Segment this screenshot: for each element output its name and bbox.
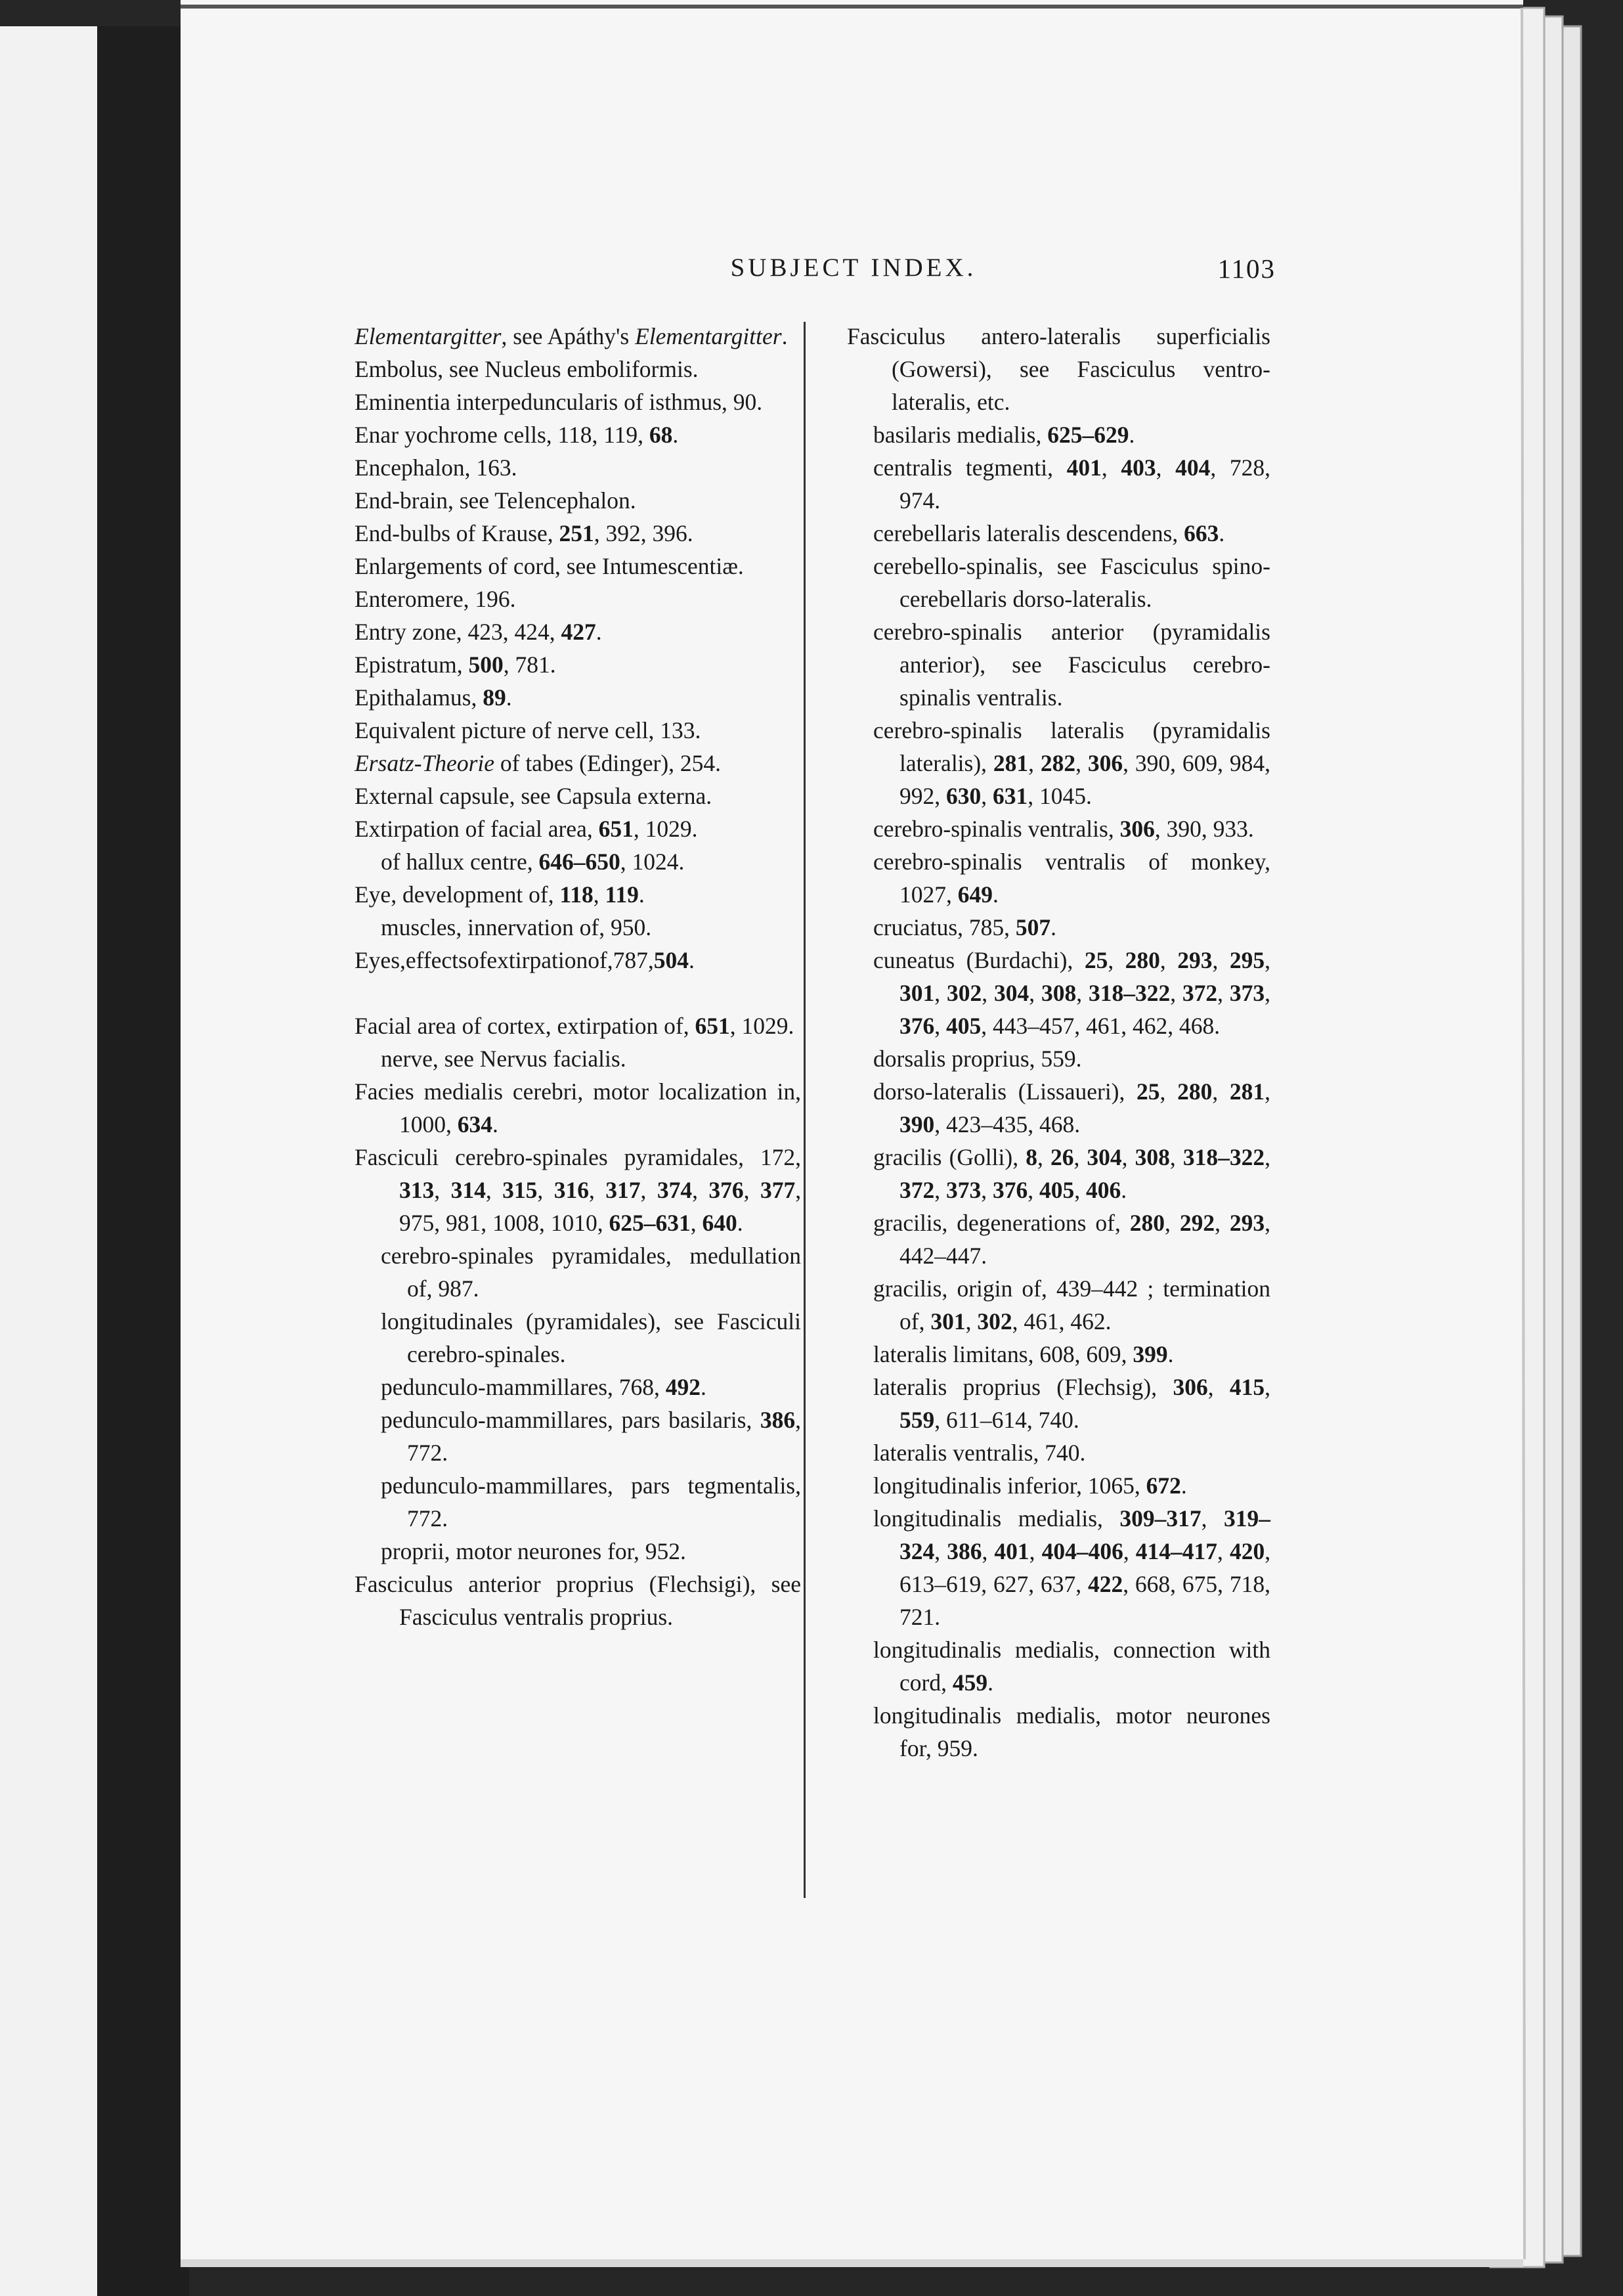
index-subentry bbox=[847, 845, 1270, 911]
entry-text: , see Apáthy's bbox=[501, 323, 636, 349]
entry-text: , bbox=[1029, 980, 1041, 1006]
page-number: 1103 bbox=[1217, 254, 1276, 284]
page-ref-bold: 119 bbox=[605, 881, 639, 908]
page-ref-bold: 403 bbox=[1121, 454, 1156, 481]
index-subentry bbox=[355, 1371, 801, 1403]
entry-text: . bbox=[492, 1111, 498, 1137]
page-ref-bold: 373 bbox=[1229, 980, 1265, 1006]
entry-text: longitudinalis medialis, connection with cord, bbox=[873, 1637, 1270, 1696]
italic-term: Ersatz-Theorie bbox=[355, 750, 494, 776]
page-ref-bold: 630 bbox=[946, 783, 982, 809]
entry-text: , 668, 675, 718, 721. bbox=[899, 1571, 1271, 1630]
page-ref-bold: 401 bbox=[1066, 454, 1102, 481]
entry-text: lateralis limitans, 608, 609, bbox=[873, 1341, 1133, 1367]
entry-text: Eye, development of, bbox=[355, 881, 560, 908]
index-subentry bbox=[847, 1272, 1270, 1338]
entry-text: Eyes,effectsofextirpationof,787, bbox=[355, 947, 654, 973]
entry-text: , bbox=[1108, 947, 1125, 973]
page-ref-bold: 302 bbox=[977, 1308, 1012, 1335]
entry-text: , bbox=[1165, 1210, 1180, 1236]
entry-text: Encephalon, 163. bbox=[355, 454, 517, 481]
page-ref-bold: 306 bbox=[1173, 1374, 1208, 1400]
entry-text: Extirpation of facial area, bbox=[355, 816, 599, 842]
entry-text: cuneatus (Burdachi), bbox=[873, 947, 1085, 973]
index-subentry bbox=[355, 1469, 801, 1535]
entry-text: , 728, 974. bbox=[899, 454, 1271, 514]
italic-term: Elementargitter bbox=[355, 323, 502, 349]
entry-text: External capsule, see Capsula externa. bbox=[355, 783, 712, 809]
entry-text: , bbox=[1265, 947, 1271, 973]
page-ref-bold: 25 bbox=[1136, 1078, 1160, 1105]
page-ref-bold: 304 bbox=[1087, 1144, 1122, 1170]
index-subentry bbox=[847, 451, 1270, 517]
index-entry bbox=[355, 550, 801, 583]
index-entry bbox=[355, 944, 801, 977]
entry-text: , 781. bbox=[503, 651, 556, 678]
page-ref-bold: 374 bbox=[657, 1177, 693, 1203]
entry-text: , bbox=[1156, 454, 1176, 481]
page-ref-bold: 405 bbox=[1039, 1177, 1075, 1203]
entry-text: cerebro-spinalis ventralis, bbox=[873, 816, 1120, 842]
entry-text: , bbox=[1073, 1144, 1087, 1170]
page-ref-bold: 313 bbox=[399, 1177, 435, 1203]
index-subentry bbox=[847, 1338, 1270, 1371]
page-ref-bold: 68 bbox=[649, 422, 673, 448]
entry-text: , bbox=[1217, 1538, 1230, 1564]
page-ref-bold: 406 bbox=[1086, 1177, 1121, 1203]
index-entry bbox=[355, 451, 801, 484]
page-ref-bold: 420 bbox=[1229, 1538, 1265, 1564]
page-ref-bold: 295 bbox=[1229, 947, 1265, 973]
entry-text: , bbox=[934, 1013, 946, 1039]
entry-text: Enteromere, 196. bbox=[355, 586, 516, 612]
entry-text: , bbox=[1215, 1210, 1230, 1236]
entry-text: . bbox=[638, 881, 645, 908]
page-ref-bold: 414–417 bbox=[1135, 1538, 1217, 1564]
entry-text: . bbox=[672, 422, 679, 448]
page-ref-bold: 373 bbox=[946, 1177, 982, 1203]
entry-text: pedunculo-mammillares, 768, bbox=[381, 1374, 666, 1400]
entry-text: , 461, 462. bbox=[1012, 1308, 1112, 1335]
entry-text: , 1024. bbox=[620, 849, 685, 875]
entry-text: , 442–447. bbox=[899, 1210, 1271, 1269]
entry-text: , bbox=[1121, 1144, 1135, 1170]
index-entry bbox=[355, 517, 801, 550]
entry-text: , bbox=[692, 1177, 709, 1203]
page-ref-bold: 302 bbox=[946, 980, 982, 1006]
entry-text: dorso-lateralis (Lissaueri), bbox=[873, 1078, 1137, 1105]
index-subentry bbox=[847, 1206, 1270, 1272]
index-entry bbox=[355, 418, 801, 451]
entry-text: , bbox=[485, 1177, 503, 1203]
page-ref-bold: 422 bbox=[1087, 1571, 1123, 1597]
page-ref-bold: 376 bbox=[993, 1177, 1028, 1203]
page-ref-bold: 304 bbox=[993, 980, 1029, 1006]
entry-text: , 772. bbox=[407, 1407, 801, 1466]
page-ref-bold: 507 bbox=[1015, 914, 1051, 940]
entry-text: End-brain, see Telencephalon. bbox=[355, 487, 636, 514]
index-subentry bbox=[847, 1633, 1270, 1699]
page-ref-bold: 459 bbox=[952, 1669, 988, 1696]
entry-text: . bbox=[1050, 914, 1057, 940]
index-entry bbox=[355, 1009, 801, 1042]
page-ref-bold: 318–322 bbox=[1088, 980, 1171, 1006]
running-head: SUBJECT INDEX. bbox=[730, 254, 977, 282]
entry-text: muscles, innervation of, 950. bbox=[381, 914, 652, 940]
entry-text: of hallux centre, bbox=[381, 849, 539, 875]
entry-text: . bbox=[737, 1210, 743, 1236]
page-ref-bold: 401 bbox=[994, 1538, 1029, 1564]
entry-text: cerebro-spinalis anterior (pyramidalis anterior), see Fasciculus cerebro-spinalis ventralis. bbox=[873, 619, 1270, 711]
page-ref-bold: 640 bbox=[702, 1210, 737, 1236]
entry-text: Fasciculus antero-lateralis superficialis (Gowersi), see Fasciculus ventro-lateralis, etc. bbox=[847, 323, 1270, 415]
page-ref-bold: 492 bbox=[665, 1374, 701, 1400]
index-subentry bbox=[847, 615, 1270, 714]
entry-text: , bbox=[981, 783, 993, 809]
entry-text: , bbox=[1074, 1177, 1086, 1203]
page-ref-bold: 427 bbox=[561, 619, 596, 645]
page-ref-bold: 649 bbox=[957, 881, 993, 908]
entry-text: lateralis proprius (Flechsig), bbox=[873, 1374, 1173, 1400]
entry-text: , bbox=[1212, 1078, 1230, 1105]
entry-text: , bbox=[1028, 750, 1041, 776]
entry-text: gracilis, degenerations of, bbox=[873, 1210, 1130, 1236]
page-ref-bold: 293 bbox=[1229, 1210, 1265, 1236]
entry-text: , 1029. bbox=[729, 1013, 794, 1039]
column-divider bbox=[804, 322, 806, 1898]
entry-text: , bbox=[1212, 947, 1230, 973]
page-ref-bold: 118 bbox=[559, 881, 594, 908]
page-ref-bold: 318–322 bbox=[1182, 1144, 1265, 1170]
entry-text: , 611–614, 740. bbox=[934, 1407, 1079, 1433]
index-entry bbox=[355, 1075, 801, 1141]
page-ref-bold: 672 bbox=[1146, 1472, 1181, 1499]
entry-text: . bbox=[1121, 1177, 1127, 1203]
index-subentry bbox=[847, 812, 1270, 845]
entry-text: Entry zone, 423, 424, bbox=[355, 619, 561, 645]
entry-text: gracilis, origin of, 439–442 ; termination of, bbox=[873, 1275, 1270, 1335]
entry-text: cerebellaris lateralis descendens, bbox=[873, 520, 1184, 546]
index-subentry bbox=[355, 911, 801, 944]
index-subentry bbox=[847, 911, 1270, 944]
entry-text: , bbox=[434, 1177, 451, 1203]
entry-text: . bbox=[701, 1374, 706, 1400]
entry-text: longitudinales (pyramidales), see Fasciculi cerebro-spinales. bbox=[381, 1308, 801, 1367]
entry-text: , bbox=[743, 1177, 760, 1203]
page-ref-bold: 280 bbox=[1125, 947, 1160, 973]
page-ref-bold: 386 bbox=[760, 1407, 796, 1433]
entry-text: dorsalis proprius, 559. bbox=[873, 1046, 1082, 1072]
entry-text: , 1045. bbox=[1028, 783, 1092, 809]
entry-text: longitudinalis inferior, 1065, bbox=[873, 1472, 1146, 1499]
entry-text: , bbox=[1076, 980, 1089, 1006]
entry-text: , bbox=[1170, 980, 1182, 1006]
page-ref-bold: 308 bbox=[1041, 980, 1077, 1006]
index-subentry bbox=[847, 1371, 1270, 1436]
entry-text: , bbox=[934, 1177, 946, 1203]
page-ref-bold: 625–631 bbox=[609, 1210, 691, 1236]
page-ref-bold: 651 bbox=[598, 816, 634, 842]
index-entry bbox=[355, 1568, 801, 1633]
index-entry bbox=[355, 615, 801, 648]
entry-text: , 392, 396. bbox=[594, 520, 693, 546]
entry-text: , 390, 609, 984, 992, bbox=[899, 750, 1271, 809]
page-ref-bold: 559 bbox=[899, 1407, 935, 1433]
entry-text: , bbox=[982, 980, 994, 1006]
page-ref-bold: 314 bbox=[450, 1177, 486, 1203]
index-subentry bbox=[355, 1239, 801, 1305]
index-entry bbox=[355, 812, 801, 845]
entry-text: Epistratum, bbox=[355, 651, 469, 678]
page-ref-bold: 281 bbox=[993, 750, 1029, 776]
entry-text: Epithalamus, bbox=[355, 684, 483, 711]
entry-text: Enlargements of cord, see Intumescentiæ. bbox=[355, 553, 744, 579]
entry-text: of tabes (Edinger), 254. bbox=[494, 750, 722, 776]
entry-text: Facies medialis cerebri, motor localization in, 1000, bbox=[355, 1078, 801, 1137]
entry-text: longitudinalis medialis, bbox=[873, 1505, 1120, 1532]
index-entry bbox=[355, 353, 801, 386]
entry-text: , bbox=[640, 1177, 657, 1203]
page-ref-bold: 319–324 bbox=[899, 1505, 1271, 1564]
page-ref-bold: 25 bbox=[1084, 947, 1108, 973]
page-ref-bold: 500 bbox=[468, 651, 504, 678]
entry-text: centralis tegmenti, bbox=[873, 454, 1067, 481]
entry-text: . bbox=[1167, 1341, 1174, 1367]
page-ref-bold: 646–650 bbox=[538, 849, 620, 875]
index-entry bbox=[355, 714, 801, 747]
entry-text: . bbox=[993, 881, 999, 908]
index-subentry bbox=[847, 550, 1270, 615]
index-entry bbox=[355, 320, 801, 353]
page-ref-bold: 306 bbox=[1119, 816, 1155, 842]
entry-text: , 443–457, 461, 462, 468. bbox=[981, 1013, 1221, 1039]
entry-text: , bbox=[1207, 1374, 1230, 1400]
index-entry bbox=[355, 747, 801, 780]
index-entry bbox=[355, 681, 801, 714]
entry-text: cerebello-spinalis, see Fasciculus spino-cerebellaris dorso-lateralis. bbox=[873, 553, 1270, 612]
entry-text: , bbox=[1217, 980, 1230, 1006]
page-ref-bold: 317 bbox=[605, 1177, 641, 1203]
index-column-left bbox=[355, 320, 801, 1633]
entry-text: , bbox=[537, 1177, 554, 1203]
entry-text: , bbox=[1123, 1538, 1136, 1564]
entry-text: lateralis ventralis, 740. bbox=[873, 1440, 1086, 1466]
page-ref-bold: 309–317 bbox=[1119, 1505, 1201, 1532]
page-ref-bold: 390 bbox=[899, 1111, 935, 1137]
entry-text: , bbox=[981, 1177, 993, 1203]
page-ref-bold: 308 bbox=[1135, 1144, 1170, 1170]
entry-text: , bbox=[1028, 1177, 1039, 1203]
entry-text: , 613–619, 627, 637, bbox=[899, 1538, 1271, 1597]
entry-text: , 1029. bbox=[633, 816, 698, 842]
index-column-right bbox=[847, 320, 1270, 1765]
entry-text: , bbox=[965, 1308, 978, 1335]
page-ref-bold: 26 bbox=[1050, 1144, 1074, 1170]
index-subentry bbox=[355, 1535, 801, 1568]
entry-text: proprii, motor neurones for, 952. bbox=[381, 1538, 686, 1564]
entry-text: , bbox=[1029, 1538, 1042, 1564]
page-header bbox=[328, 253, 1290, 305]
index-subentry bbox=[847, 1469, 1270, 1502]
entry-text: Eminentia interpeduncularis of isthmus, 90. bbox=[355, 389, 763, 415]
page-ref-bold: 251 bbox=[559, 520, 594, 546]
page-ref-bold: 386 bbox=[947, 1538, 982, 1564]
page-ref-bold: 316 bbox=[553, 1177, 589, 1203]
entry-text: Fasciculus anterior proprius (Flechsigi), see Fasciculus ventralis proprius. bbox=[355, 1571, 801, 1630]
index-subentry bbox=[355, 845, 801, 878]
index-subentry bbox=[847, 944, 1270, 1042]
page-ref-bold: 404–406 bbox=[1041, 1538, 1123, 1564]
page-ref-bold: 631 bbox=[993, 783, 1028, 809]
page-bottom-shadow bbox=[181, 2259, 1523, 2267]
entry-text: . bbox=[1129, 422, 1135, 448]
page-ref-bold: 504 bbox=[653, 947, 689, 973]
entry-text: cruciatus, 785, bbox=[873, 914, 1016, 940]
page-ref-bold: 376 bbox=[899, 1013, 935, 1039]
entry-text: cerebro-spinalis ventralis of monkey, 1027, bbox=[873, 849, 1270, 908]
index-entry bbox=[355, 1141, 801, 1239]
entry-text: . bbox=[987, 1669, 993, 1696]
page-ref-bold: 377 bbox=[760, 1177, 796, 1203]
entry-text: , bbox=[1201, 1505, 1224, 1532]
page-ref-bold: 306 bbox=[1087, 750, 1123, 776]
page-ref-bold: 405 bbox=[946, 1013, 982, 1039]
index-entry bbox=[355, 484, 801, 517]
page-ref-bold: 8 bbox=[1026, 1144, 1037, 1170]
page-ref-bold: 399 bbox=[1133, 1341, 1168, 1367]
entry-text: , bbox=[1169, 1144, 1183, 1170]
entry-text: pedunculo-mammillares, pars basilaris, bbox=[381, 1407, 760, 1433]
page-ref-bold: 280 bbox=[1129, 1210, 1165, 1236]
page-ref-bold: 282 bbox=[1040, 750, 1076, 776]
page-ref-bold: 293 bbox=[1177, 947, 1213, 973]
index-subentry bbox=[847, 1436, 1270, 1469]
entry-text: pedunculo-mammillares, pars tegmentalis, 772. bbox=[381, 1472, 801, 1532]
entry-text: nerve, see Nervus facialis. bbox=[381, 1046, 626, 1072]
page-ref-bold: 372 bbox=[899, 1177, 935, 1203]
entry-text: , bbox=[934, 980, 947, 1006]
index-entry bbox=[355, 583, 801, 615]
italic-term: Elementargitter bbox=[635, 323, 782, 349]
entry-text: , 975, 981, 1008, 1010, bbox=[399, 1177, 802, 1236]
index-entry bbox=[355, 648, 801, 681]
entry-text: . bbox=[781, 323, 788, 349]
page-ref-bold: 651 bbox=[695, 1013, 730, 1039]
index-subentry bbox=[847, 1502, 1270, 1633]
index-subentry bbox=[355, 1305, 801, 1371]
entry-text: , bbox=[1265, 1144, 1271, 1170]
page-ref-bold: 315 bbox=[502, 1177, 538, 1203]
index-subentry bbox=[847, 1699, 1270, 1765]
page-ref-bold: 404 bbox=[1175, 454, 1211, 481]
entry-text: cerebro-spinalis lateralis (pyramidalis lateralis), bbox=[873, 717, 1270, 776]
entry-text: , bbox=[588, 1177, 606, 1203]
index-subentry bbox=[847, 714, 1270, 812]
entry-text: . bbox=[595, 619, 602, 645]
entry-text: , bbox=[1075, 750, 1088, 776]
entry-text: , bbox=[982, 1538, 995, 1564]
page-ref-bold: 89 bbox=[483, 684, 506, 711]
entry-text: Embolus, see Nucleus emboliformis. bbox=[355, 356, 699, 382]
entry-text: basilaris medialis, bbox=[873, 422, 1048, 448]
index-subentry bbox=[847, 1141, 1270, 1206]
entry-text: , bbox=[1265, 1078, 1271, 1105]
page-ref-bold: 280 bbox=[1177, 1078, 1213, 1105]
index-subentry bbox=[847, 418, 1270, 451]
index-subentry bbox=[847, 517, 1270, 550]
entry-text: , 423–435, 468. bbox=[934, 1111, 1081, 1137]
page-ref-bold: 634 bbox=[457, 1111, 492, 1137]
index-entry bbox=[355, 780, 801, 812]
entry-text: , bbox=[1159, 1078, 1178, 1105]
entry-text: , bbox=[1037, 1144, 1050, 1170]
entry-text: . bbox=[689, 947, 695, 973]
entry-text: , bbox=[593, 881, 605, 908]
index-subentry bbox=[355, 1042, 801, 1075]
page-ref-bold: 372 bbox=[1182, 980, 1218, 1006]
index-entry bbox=[847, 320, 1270, 418]
entry-text: . bbox=[506, 684, 512, 711]
page-ref-bold: 376 bbox=[708, 1177, 744, 1203]
index-subentry bbox=[355, 1403, 801, 1469]
entry-text: , 390, 933. bbox=[1154, 816, 1254, 842]
index-entry bbox=[355, 878, 801, 911]
page-ref-bold: 663 bbox=[1184, 520, 1219, 546]
entry-text: cerebro-spinales pyramidales, medullation of, 987. bbox=[381, 1243, 801, 1302]
page-ref-bold: 292 bbox=[1179, 1210, 1215, 1236]
entry-text: , bbox=[1101, 454, 1121, 481]
entry-text: , bbox=[1159, 947, 1178, 973]
index-entry bbox=[355, 386, 801, 418]
page-ref-bold: 301 bbox=[899, 980, 935, 1006]
page-ref-bold: 301 bbox=[930, 1308, 966, 1335]
entry-text: Enar yochrome cells, 118, 119, bbox=[355, 422, 649, 448]
index-subentry bbox=[847, 1042, 1270, 1075]
entry-text: . bbox=[1219, 520, 1225, 546]
entry-text: . bbox=[1180, 1472, 1187, 1499]
index-subentry bbox=[847, 1075, 1270, 1141]
page-ref-bold: 281 bbox=[1229, 1078, 1265, 1105]
entry-text: Facial area of cortex, extirpation of, bbox=[355, 1013, 695, 1039]
entry-text: End-bulbs of Krause, bbox=[355, 520, 559, 546]
entry-text: longitudinalis medialis, motor neurones for, 959. bbox=[873, 1702, 1270, 1761]
entry-text: , bbox=[1265, 1374, 1270, 1400]
entry-text: Equivalent picture of nerve cell, 133. bbox=[355, 717, 701, 743]
page-ref-bold: 415 bbox=[1229, 1374, 1265, 1400]
entry-text: , bbox=[934, 1538, 947, 1564]
binding-gutter bbox=[97, 26, 189, 2296]
entry-text: gracilis (Golli), bbox=[873, 1144, 1026, 1170]
page-ref-bold: 625–629 bbox=[1047, 422, 1129, 448]
entry-text: , bbox=[690, 1210, 703, 1236]
entry-text: , bbox=[1265, 980, 1271, 1006]
entry-text: Fasciculi cerebro-spinales pyramidales, 172, bbox=[355, 1144, 801, 1170]
